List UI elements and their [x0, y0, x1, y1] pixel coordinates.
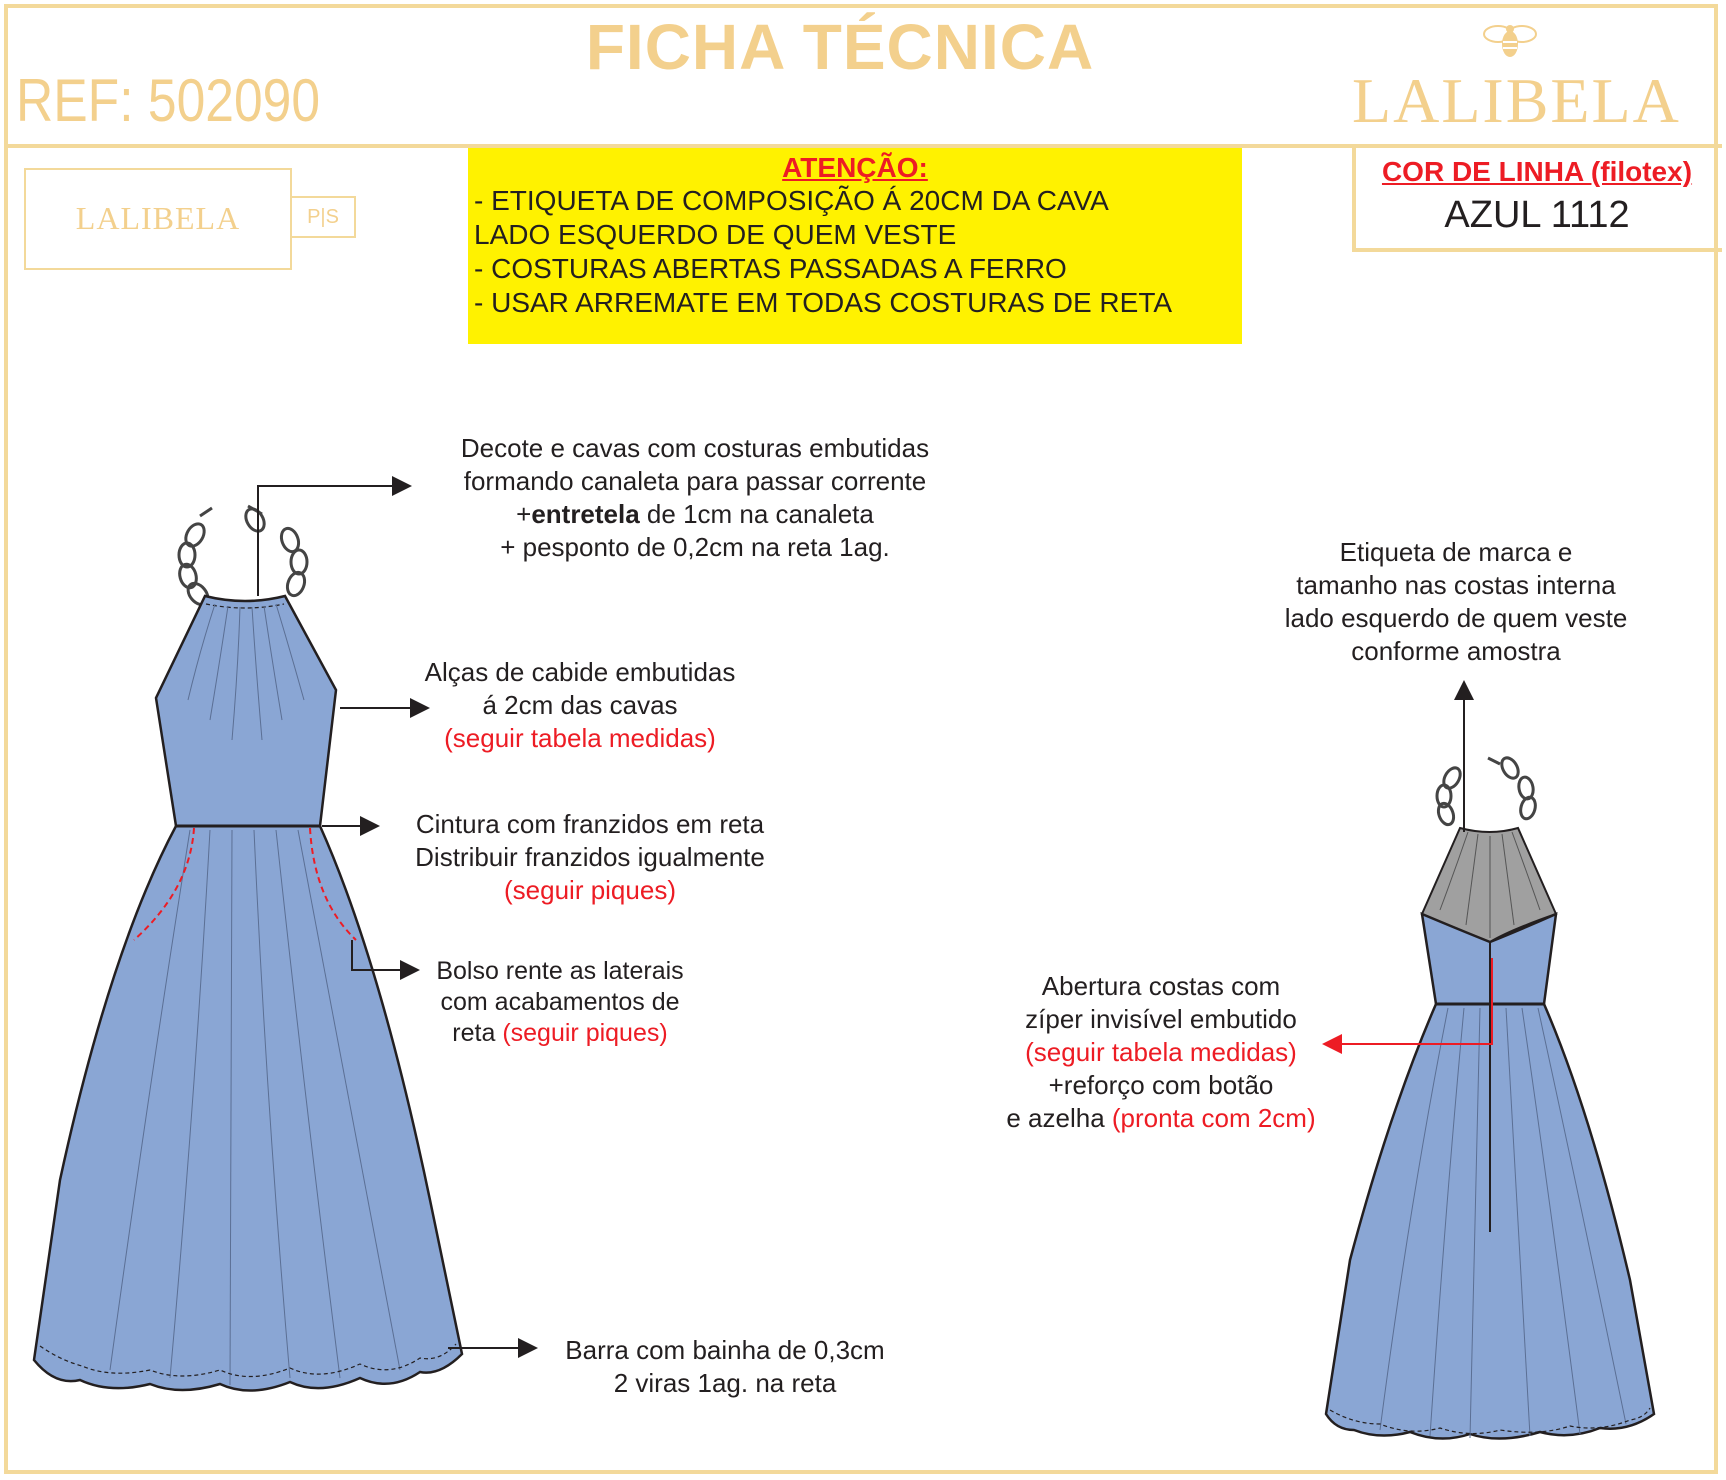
size-tab: P|S [290, 196, 356, 238]
attention-line: - COSTURAS ABERTAS PASSADAS A FERRO [474, 253, 1067, 284]
zipper-note: Abertura costas com zíper invisível embutido (seguir tabela medidas) +reforço com botão e azelha (pronta com 2cm) [1006, 971, 1316, 1133]
reference-code: REF: 502090 [16, 67, 321, 134]
attention-line: LADO ESQUERDO DE QUEM VESTE [474, 219, 957, 250]
attention-line: - ETIQUETA DE COMPOSIÇÃO Á 20CM DA CAVA [474, 185, 1109, 216]
front-skirt [34, 826, 462, 1391]
attention-title: ATENÇÃO: [782, 152, 928, 183]
brand-logo: LALIBELA [1352, 65, 1681, 136]
page-title: FICHA TÉCNICA [585, 11, 1095, 83]
front-bodice [156, 596, 336, 826]
back-dress [1326, 755, 1654, 1439]
hem-note: Barra com bainha de 0,3cm 2 viras 1ag. na reta [565, 1335, 885, 1398]
straps-note: Alças de cabide embutidas á 2cm das cavas (seguir tabela medidas) [424, 657, 736, 753]
waist-note: Cintura com franzidos em reta Distribuir franzidos igualmente (seguir piques) [415, 809, 765, 905]
front-dress [34, 506, 462, 1391]
label-brand-text: LALIBELA [75, 200, 241, 236]
neckline-note: Decote e cavas com costuras embutidas formando canaleta para passar corrente +entretela de 1cm na canaleta + pesponto de 0,2cm na reta 1ag. [460, 433, 930, 562]
attention-line: - USAR ARREMATE EM TODAS COSTURAS DE RETA [474, 287, 1173, 318]
chain-necklace-front [177, 506, 307, 609]
chain-necklace-back [1436, 755, 1538, 827]
thread-color-value: AZUL 1112 [1444, 194, 1630, 236]
thread-color-title: COR DE LINHA (filotex) [1381, 156, 1693, 187]
pocket-note: Bolso rente as laterais com acabamentos de reta (seguir piques) [436, 957, 684, 1047]
label-note: Etiqueta de marca e tamanho nas costas interna lado esquerdo de quem veste conforme amostra [1284, 537, 1628, 666]
